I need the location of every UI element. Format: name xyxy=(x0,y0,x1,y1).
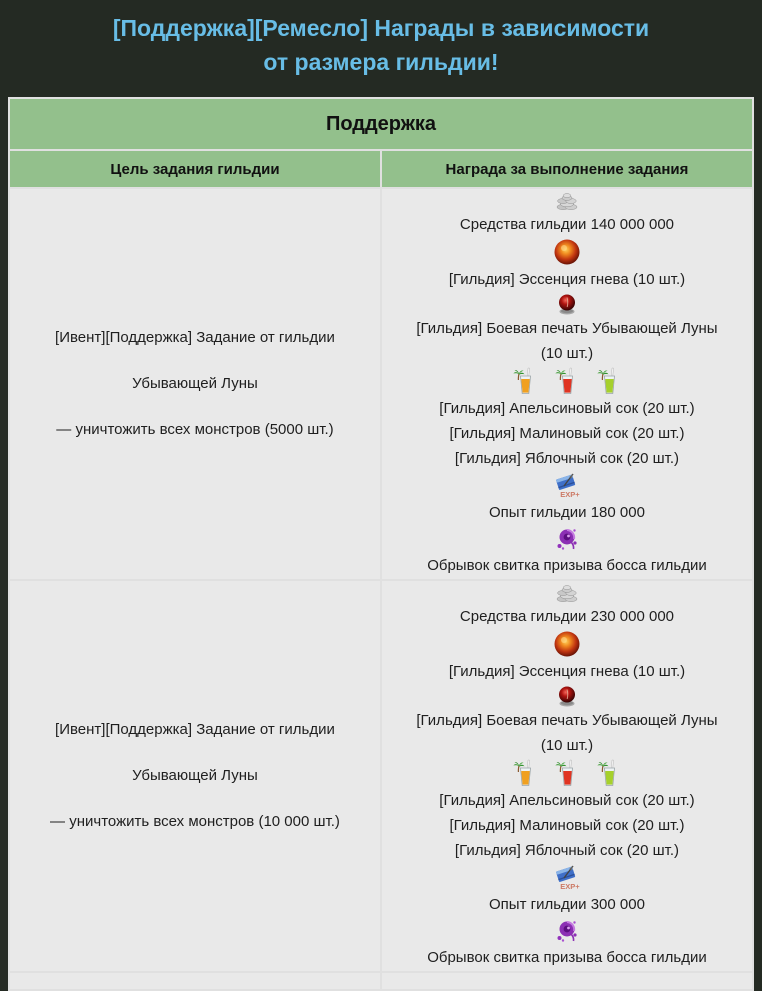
apple-juice-icon xyxy=(596,367,622,395)
goal-line: [Ивент][Поддержка] Задание от гильдии xyxy=(55,329,335,346)
goal-cell xyxy=(10,189,380,579)
table-row xyxy=(10,189,752,579)
reward-cell xyxy=(382,189,752,579)
table-row-partial xyxy=(10,973,752,989)
reward-label: [Гильдия] Боевая печать Убывающей Луны xyxy=(416,712,718,729)
goal-line: — уничтожить всех монстров (5000 шт.) xyxy=(56,421,334,438)
reward-label: Обрывок свитка призыва босса гильдии xyxy=(427,557,707,574)
wrath-essence-orb-icon xyxy=(383,237,751,267)
battle-seal-icon xyxy=(383,292,751,316)
reward-label: Обрывок свитка призыва босса гильдии xyxy=(427,949,707,966)
reward-label: Опыт гильдии 300 000 xyxy=(489,896,645,913)
raspberry-juice-icon xyxy=(554,759,580,787)
goal-line: [Ивент][Поддержка] Задание от гильдии xyxy=(55,721,335,738)
reward-label: [Гильдия] Апельсиновый сок (20 шт.) xyxy=(439,792,695,809)
goal-cell xyxy=(10,973,380,989)
page-title-line-1: [Поддержка][Ремесло] Награды в зависимости xyxy=(112,15,650,41)
page-title xyxy=(0,0,762,79)
reward-label: (10 шт.) xyxy=(540,737,594,754)
goal-line: — уничтожить всех монстров (10 000 шт.) xyxy=(50,813,340,830)
reward-label: Опыт гильдии 180 000 xyxy=(489,504,645,521)
svg-text:EXP+: EXP+ xyxy=(560,490,580,499)
silver-coins-icon xyxy=(383,582,751,604)
goal-line: Убывающей Луны xyxy=(132,767,258,784)
column-header-reward: Награда за выполнение задания xyxy=(382,151,752,187)
reward-label: [Гильдия] Малиновый сок (20 шт.) xyxy=(449,425,685,442)
table-row xyxy=(10,581,752,971)
reward-cell xyxy=(382,973,752,989)
reward-label: [Гильдия] Яблочный сок (20 шт.) xyxy=(454,450,680,467)
goal-line: Убывающей Луны xyxy=(132,375,258,392)
wrath-essence-orb-icon xyxy=(383,629,751,659)
reward-label: [Гильдия] Эссенция гнева (10 шт.) xyxy=(448,271,686,288)
reward-cell xyxy=(382,581,752,971)
reward-label: (10 шт.) xyxy=(540,345,594,362)
battle-seal-icon xyxy=(383,684,751,708)
raspberry-juice-icon xyxy=(554,367,580,395)
reward-label: [Гильдия] Эссенция гнева (10 шт.) xyxy=(448,663,686,680)
silver-coins-icon xyxy=(383,190,751,212)
reward-label: Средства гильдии 230 000 000 xyxy=(459,608,675,625)
page-title-line-2: от размера гильдии! xyxy=(263,49,499,75)
boss-summon-scroll-icon xyxy=(383,917,751,945)
juice-icons-row xyxy=(383,366,751,396)
apple-juice-icon xyxy=(596,759,622,787)
boss-summon-scroll-icon xyxy=(383,525,751,553)
goal-cell xyxy=(10,581,380,971)
table-title: Поддержка xyxy=(10,99,752,149)
reward-label: [Гильдия] Апельсиновый сок (20 шт.) xyxy=(439,400,695,417)
table-title-row xyxy=(10,99,752,149)
juice-icons-row xyxy=(383,758,751,788)
column-header-goal: Цель задания гильдии xyxy=(10,151,380,187)
reward-label: Средства гильдии 140 000 000 xyxy=(459,216,675,233)
orange-juice-icon xyxy=(512,367,538,395)
reward-label: [Гильдия] Яблочный сок (20 шт.) xyxy=(454,842,680,859)
svg-text:EXP+: EXP+ xyxy=(560,882,580,891)
reward-label: [Гильдия] Боевая печать Убывающей Луны xyxy=(416,320,718,337)
guild-exp-scroll-icon xyxy=(383,471,751,500)
guild-rewards-table xyxy=(8,97,754,991)
reward-label: [Гильдия] Малиновый сок (20 шт.) xyxy=(449,817,685,834)
orange-juice-icon xyxy=(512,759,538,787)
guild-exp-scroll-icon xyxy=(383,863,751,892)
column-header-row xyxy=(10,151,752,187)
